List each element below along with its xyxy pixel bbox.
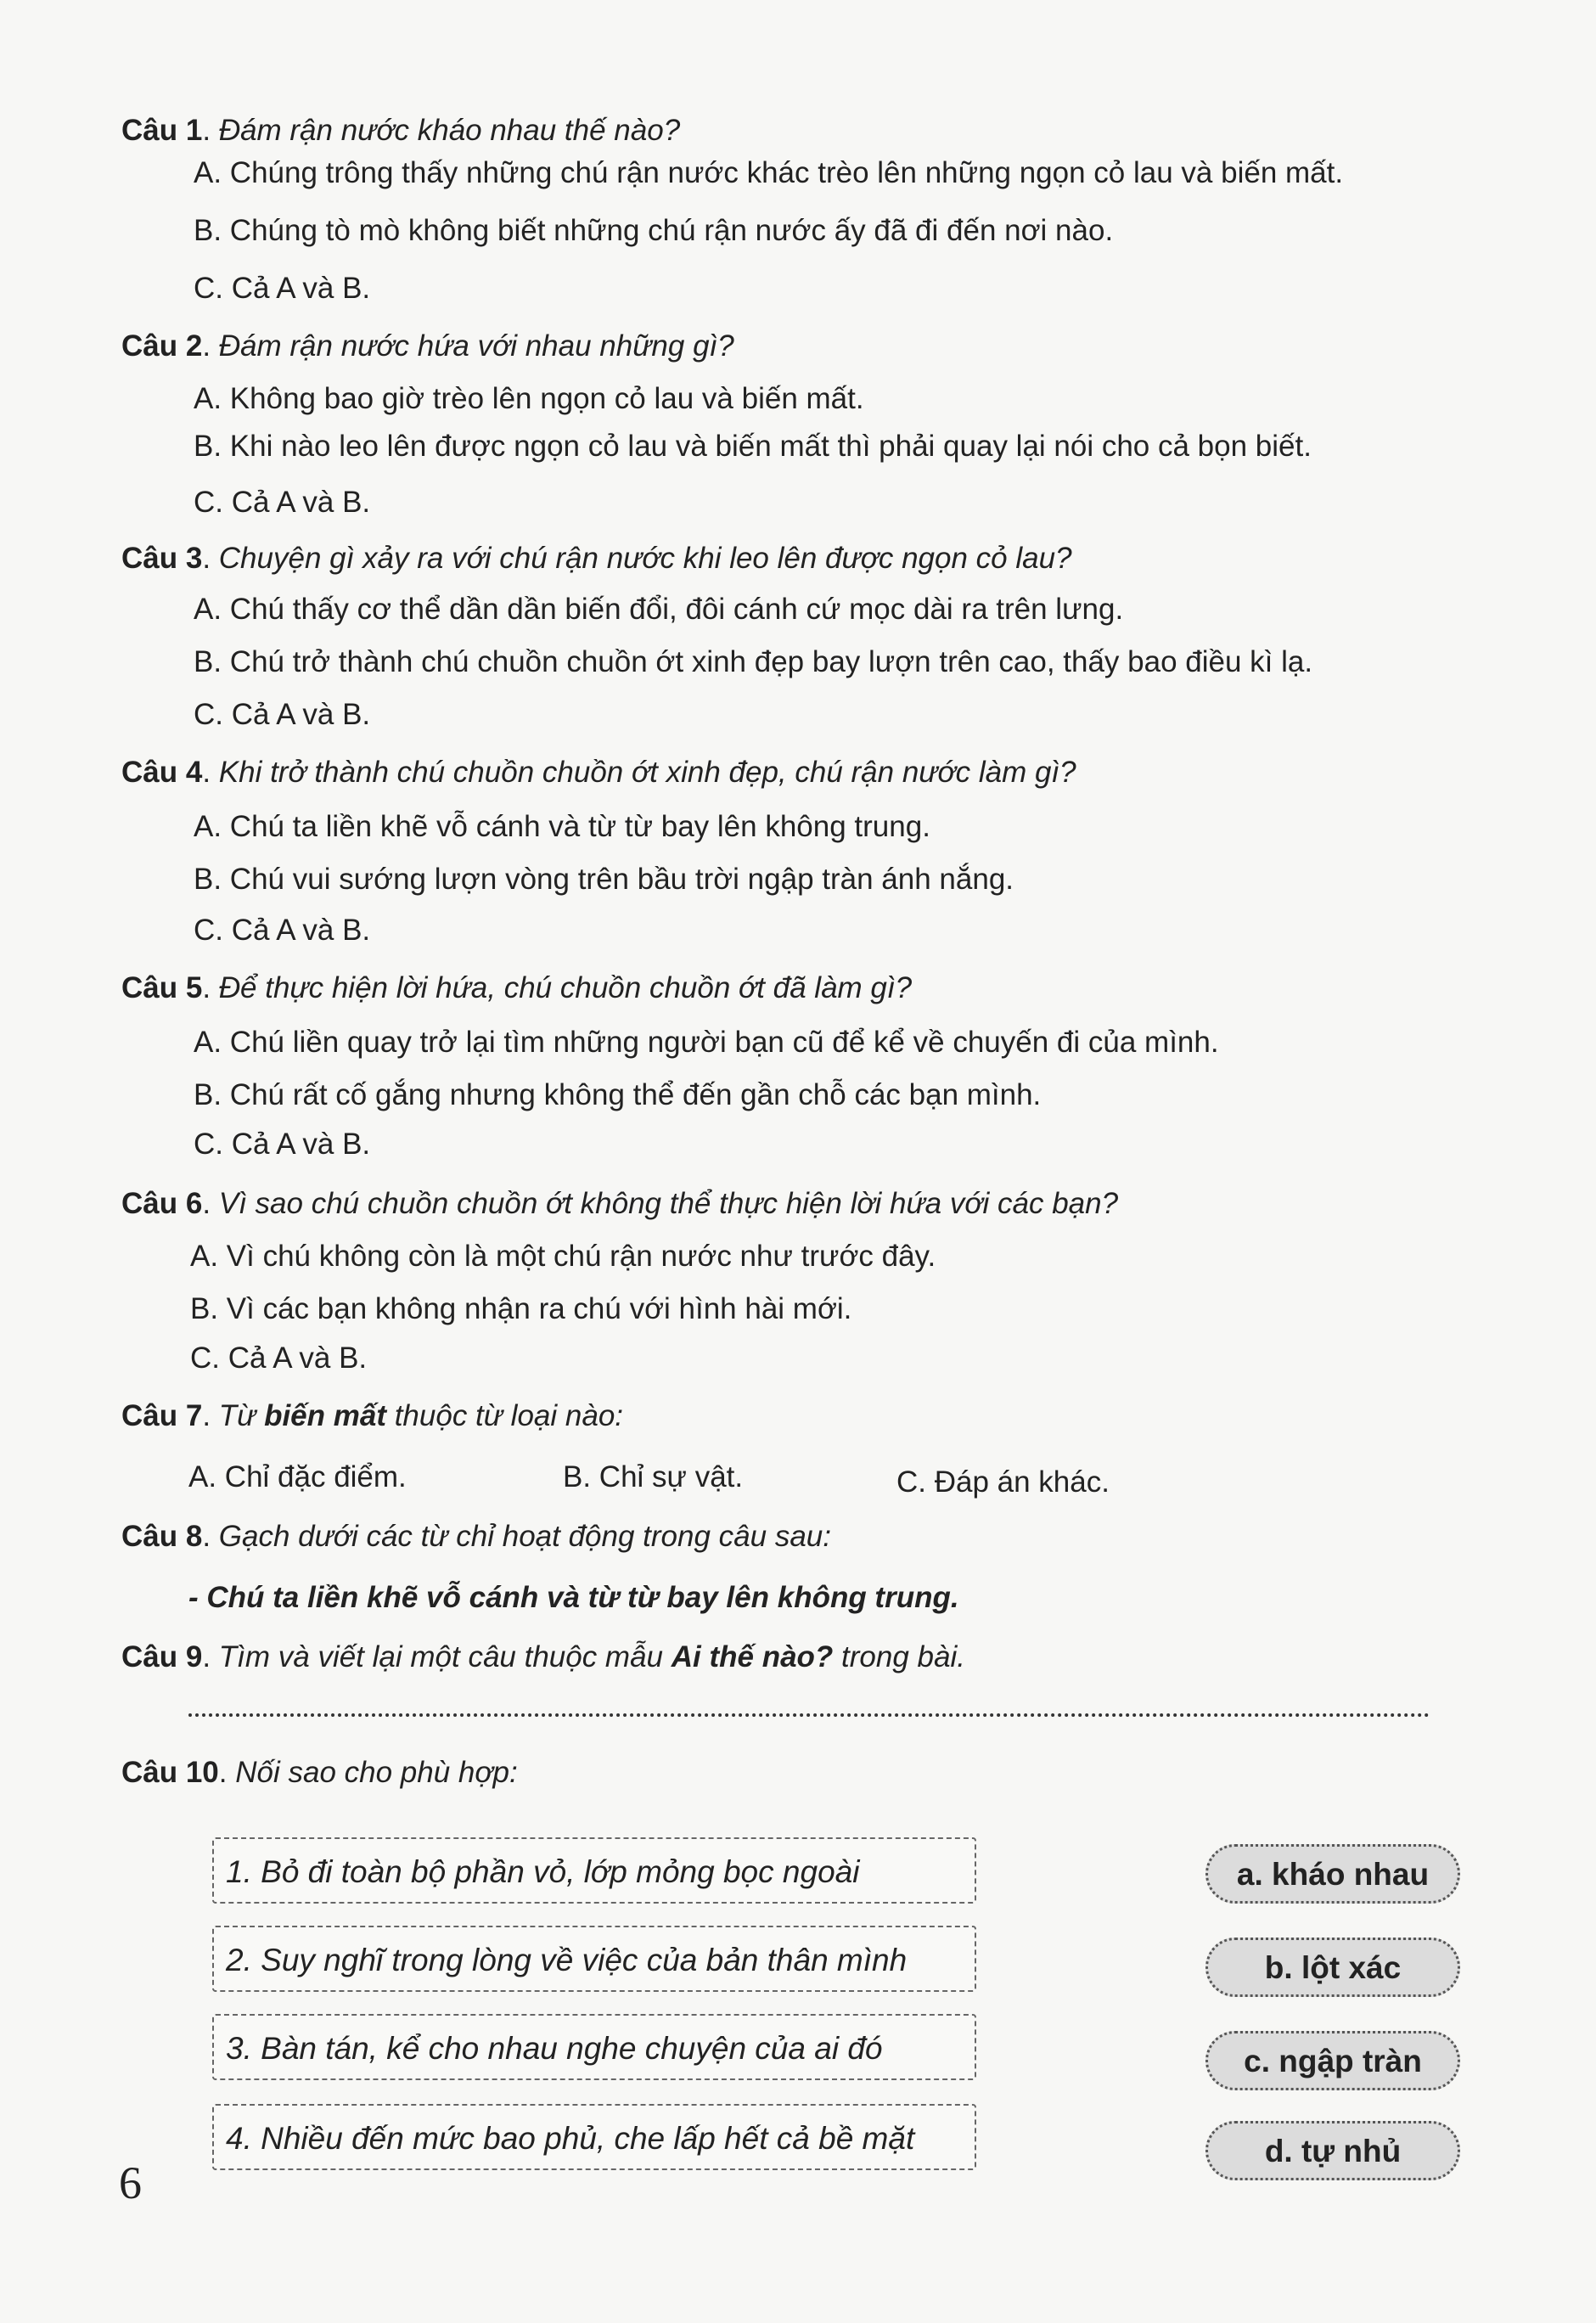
answer-line[interactable] <box>188 1713 1430 1717</box>
question-3: Câu 3. Chuyện gì xảy ra với chú rận nước khi leo lên được ngọn cỏ lau? <box>121 542 1072 575</box>
option-c: C. Cả A và B. <box>194 486 371 519</box>
question-number: Câu 1 <box>121 114 203 147</box>
question-text: Tìm và viết lại một câu thuộc mẫu Ai thế nào? trong bài. <box>218 1640 965 1673</box>
option-a: A. Chú ta liền khẽ vỗ cánh và từ từ bay lên không trung. <box>194 810 930 843</box>
question-text: Đám rận nước kháo nhau thế nào? <box>218 114 681 147</box>
match-right-b[interactable]: b. lột xác <box>1205 1938 1460 1997</box>
question-number: Câu 7 <box>121 1399 203 1432</box>
option-b: B. Khi nào leo lên được ngọn cỏ lau và biến mất thì phải quay lại nói cho cả bọn biết. <box>194 430 1312 463</box>
question-7: Câu 7. Từ biến mất thuộc từ loại nào: <box>121 1399 624 1432</box>
question-number: Câu 4 <box>121 756 203 789</box>
option-b: B. Chỉ sự vật. <box>563 1460 744 1493</box>
question-1: Câu 1. Đám rận nước kháo nhau thế nào? <box>121 114 681 147</box>
question-number: Câu 3 <box>121 542 203 575</box>
option-c: C. Cả A và B. <box>194 272 371 305</box>
keyword: Ai thế nào? <box>671 1640 834 1673</box>
option-a: A. Chú thấy cơ thể dần dần biến đổi, đôi cánh cứ mọc dài ra trên lưng. <box>194 593 1124 626</box>
option-c: C. Cả A và B. <box>194 914 371 947</box>
option-a: A. Vì chú không còn là một chú rận nước như trước đây. <box>190 1240 936 1273</box>
question-number: Câu 8 <box>121 1520 203 1553</box>
question-text: Từ biến mất thuộc từ loại nào: <box>218 1399 624 1432</box>
question-text: Vì sao chú chuồn chuồn ớt không thể thực hiện lời hứa với các bạn? <box>218 1187 1119 1220</box>
option-c: C. Đáp án khác. <box>896 1465 1110 1499</box>
option-b: B. Chúng tò mò không biết những chú rận nước ấy đã đi đến nơi nào. <box>194 214 1114 247</box>
match-right-d[interactable]: d. tự nhủ <box>1205 2121 1460 2180</box>
question-text: Khi trở thành chú chuồn chuồn ớt xinh đẹp, chú rận nước làm gì? <box>218 756 1076 789</box>
match-left-4[interactable]: 4. Nhiều đến mức bao phủ, che lấp hết cả bề mặt <box>212 2104 976 2170</box>
question-text: Gạch dưới các từ chỉ hoạt động trong câu sau: <box>218 1520 831 1553</box>
option-b: B. Chú trở thành chú chuồn chuồn ớt xinh đẹp bay lượn trên cao, thấy bao điều kì lạ. <box>194 645 1313 678</box>
question-5: Câu 5. Để thực hiện lời hứa, chú chuồn chuồn ớt đã làm gì? <box>121 971 913 1004</box>
example-sentence: - Chú ta liền khẽ vỗ cánh và từ từ bay lên không trung. <box>188 1581 959 1614</box>
question-text: Nối sao cho phù hợp: <box>235 1756 518 1789</box>
question-number: Câu 9 <box>121 1640 203 1673</box>
option-c: C. Cả A và B. <box>194 698 371 731</box>
question-text: Đám rận nước hứa với nhau những gì? <box>218 329 734 363</box>
option-c: C. Cả A và B. <box>194 1128 371 1161</box>
match-right-a[interactable]: a. kháo nhau <box>1205 1844 1460 1904</box>
question-text: Để thực hiện lời hứa, chú chuồn chuồn ớt đã làm gì? <box>218 971 913 1004</box>
question-9: Câu 9. Tìm và viết lại một câu thuộc mẫu Ai thế nào? trong bài. <box>121 1640 965 1673</box>
match-left-3[interactable]: 3. Bàn tán, kể cho nhau nghe chuyện của ai đó <box>212 2014 976 2080</box>
option-a: A. Chỉ đặc điểm. <box>188 1460 407 1493</box>
option-c: C. Cả A và B. <box>190 1341 368 1375</box>
question-number: Câu 2 <box>121 329 203 363</box>
option-a: A. Chú liền quay trở lại tìm những người bạn cũ để kể về chuyến đi của mình. <box>194 1026 1219 1059</box>
option-b: B. Vì các bạn không nhận ra chú với hình hài mới. <box>190 1292 852 1325</box>
option-b: B. Chú vui sướng lượn vòng trên bầu trời ngập tràn ánh nắng. <box>194 863 1014 896</box>
option-a: A. Không bao giờ trèo lên ngọn cỏ lau và biến mất. <box>194 382 864 415</box>
match-left-1[interactable]: 1. Bỏ đi toàn bộ phần vỏ, lớp mỏng bọc ngoài <box>212 1837 976 1904</box>
question-6: Câu 6. Vì sao chú chuồn chuồn ớt không thể thực hiện lời hứa với các bạn? <box>121 1187 1119 1220</box>
match-left-2[interactable]: 2. Suy nghĩ trong lòng về việc của bản thân mình <box>212 1926 976 1992</box>
match-right-c[interactable]: c. ngập tràn <box>1205 2031 1460 2090</box>
question-number: Câu 10 <box>121 1756 219 1789</box>
question-4: Câu 4. Khi trở thành chú chuồn chuồn ớt xinh đẹp, chú rận nước làm gì? <box>121 756 1076 789</box>
page-number: 6 <box>119 2157 142 2208</box>
question-number: Câu 6 <box>121 1187 203 1220</box>
question-8: Câu 8. Gạch dưới các từ chỉ hoạt động trong câu sau: <box>121 1520 831 1553</box>
option-b: B. Chú rất cố gắng nhưng không thể đến gần chỗ các bạn mình. <box>194 1078 1042 1111</box>
question-number: Câu 5 <box>121 971 203 1004</box>
question-text: Chuyện gì xảy ra với chú rận nước khi leo lên được ngọn cỏ lau? <box>218 542 1072 575</box>
keyword: biến mất <box>264 1399 386 1432</box>
option-a: A. Chúng trông thấy những chú rận nước khác trèo lên những ngọn cỏ lau và biến mất. <box>194 156 1344 189</box>
question-10: Câu 10. Nối sao cho phù hợp: <box>121 1756 518 1789</box>
question-2: Câu 2. Đám rận nước hứa với nhau những gì? <box>121 329 734 363</box>
